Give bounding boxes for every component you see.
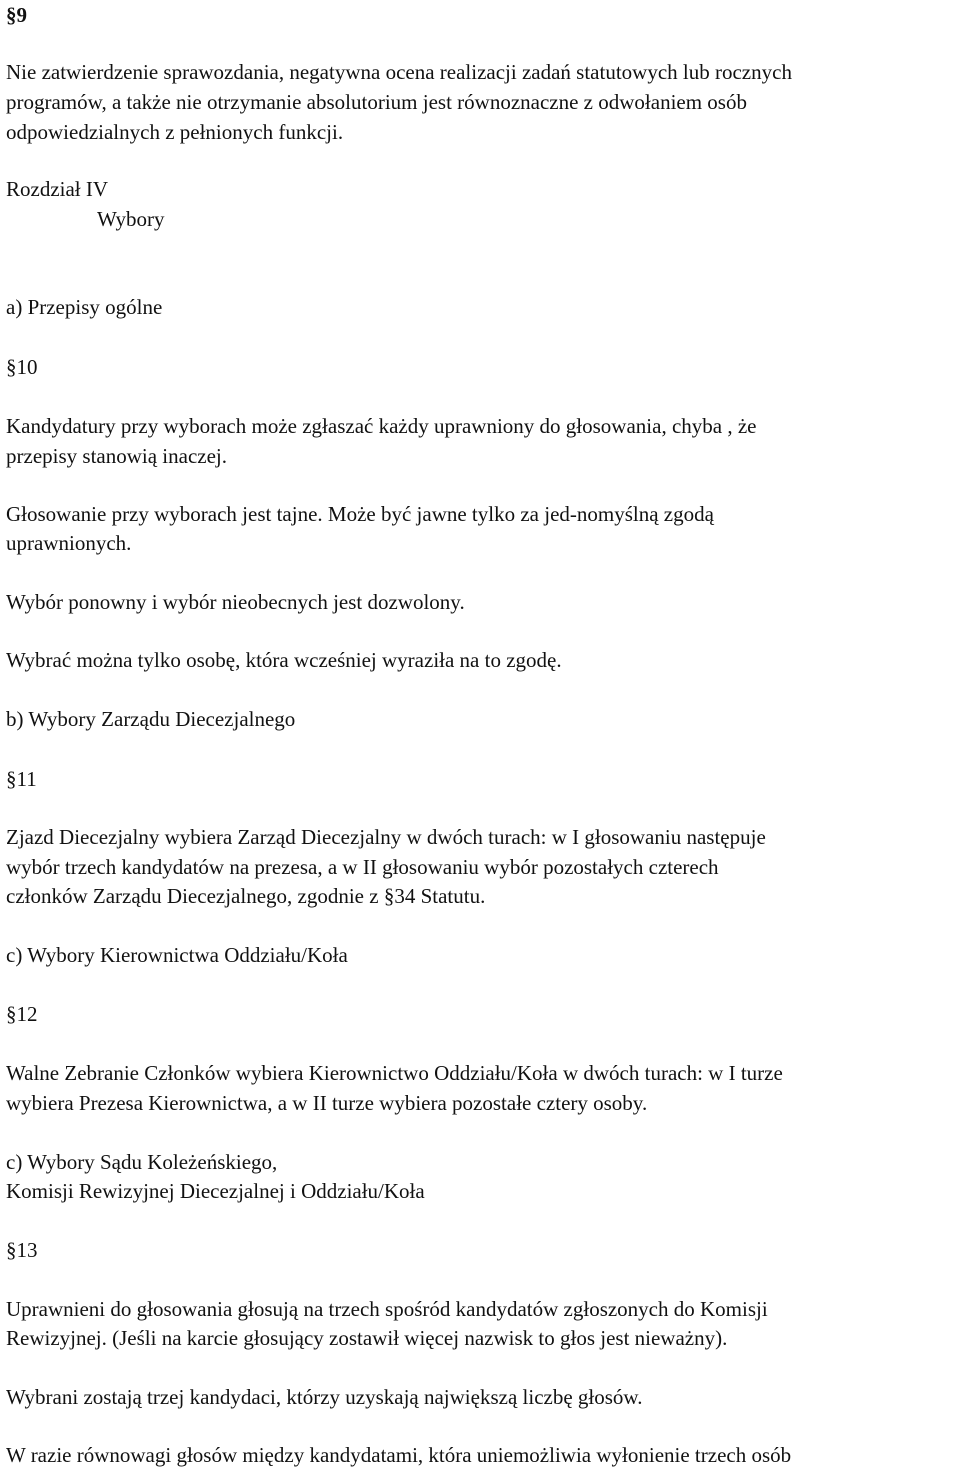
paragraph-line: uprawnionych. <box>6 531 132 555</box>
subsection-heading-c2-line2: Komisji Rewizyjnej Diecezjalnej i Oddziału/Koła <box>6 1179 425 1203</box>
paragraph-line: Głosowanie przy wyborach jest tajne. Może być jawne tylko za jed-nomyślną zgodą <box>6 502 714 526</box>
paragraph-line: Wybrać można tylko osobę, która wcześniej wyraziła na to zgodę. <box>6 648 562 672</box>
paragraph-line: Uprawnieni do głosowania głosują na trzech spośród kandydatów zgłoszonych do Komisji <box>6 1297 768 1321</box>
paragraph-line: wybiera Prezesa Kierownictwa, a w II turze wybiera pozostałe cztery osoby. <box>6 1091 648 1115</box>
paragraph-line: Wybór ponowny i wybór nieobecnych jest dozwolony. <box>6 590 465 614</box>
paragraph-line: członków Zarządu Diecezjalnego, zgodnie z §34 Statutu. <box>6 884 486 908</box>
section-heading-13: §13 <box>6 1238 38 1262</box>
paragraph-line: przepisy stanowią inaczej. <box>6 444 227 468</box>
chapter-subtitle: Wybory <box>97 207 165 231</box>
paragraph-line: Rewizyjnej. (Jeśli na karcie głosujący zostawił więcej nazwisk to głos jest nieważny). <box>6 1326 728 1350</box>
paragraph-line: programów, a także nie otrzymanie absolutorium jest równoznaczne z odwołaniem osób <box>6 90 747 114</box>
section-heading-10: §10 <box>6 355 38 379</box>
paragraph-line: Walne Zebranie Członków wybiera Kierownictwo Oddziału/Koła w dwóch turach: w I turze <box>6 1061 783 1085</box>
subsection-heading-c2: c) Wybory Sądu Koleżeńskiego, <box>6 1150 278 1174</box>
paragraph-line: Zjazd Diecezjalny wybiera Zarząd Diecezjalny w dwóch turach: w I głosowaniu następuje <box>6 825 766 849</box>
subsection-heading-a: a) Przepisy ogólne <box>6 295 163 319</box>
section-heading-9: §9 <box>6 3 27 27</box>
section-heading-12: §12 <box>6 1002 38 1026</box>
paragraph-line: odpowiedzialnych z pełnionych funkcji. <box>6 120 344 144</box>
paragraph-line: Nie zatwierdzenie sprawozdania, negatywna ocena realizacji zadań statutowych lub rocznych <box>6 60 792 84</box>
section-heading-11: §11 <box>6 767 37 791</box>
paragraph-line: Kandydatury przy wyborach może zgłaszać każdy uprawniony do głosowania, chyba , że <box>6 414 757 438</box>
paragraph-line: wybór trzech kandydatów na prezesa, a w II głosowaniu wybór pozostałych czterech <box>6 855 719 879</box>
chapter-title: Rozdział IV <box>6 177 109 201</box>
paragraph-line: W razie równowagi głosów między kandydatami, która uniemożliwia wyłonienie trzech osób <box>6 1443 792 1467</box>
subsection-heading-c1: c) Wybory Kierownictwa Oddziału/Koła <box>6 943 348 967</box>
paragraph-line: Wybrani zostają trzej kandydaci, którzy uzyskają największą liczbę głosów. <box>6 1385 643 1409</box>
subsection-heading-b: b) Wybory Zarządu Diecezjalnego <box>6 707 296 731</box>
